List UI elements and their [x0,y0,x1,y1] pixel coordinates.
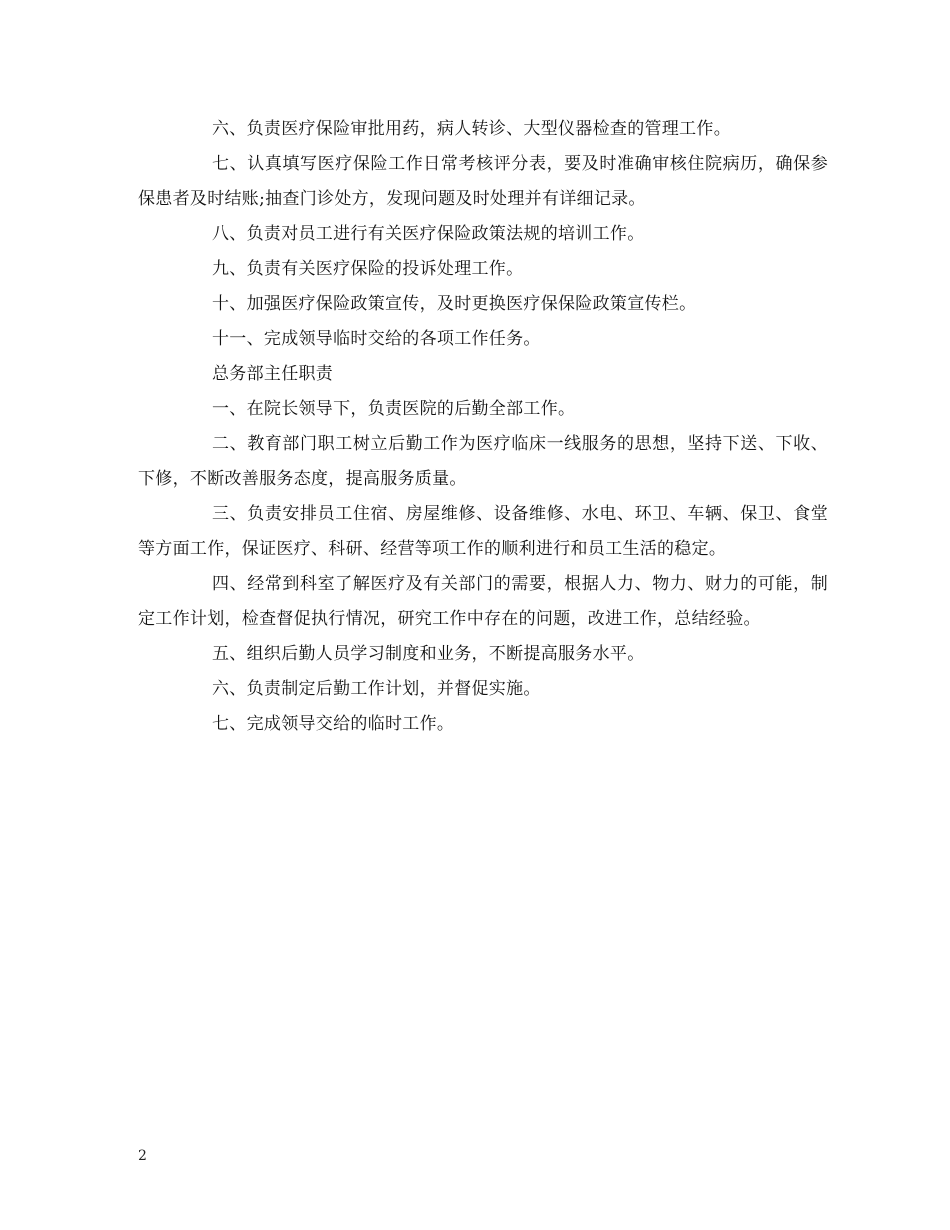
paragraph-11: 四、经常到科室了解医疗及有关部门的需要，根据人力、物力、财力的可能，制定工作计划，检查督促执行情况，研究工作中存在的问题，改进工作，总结经验。 [138,574,828,629]
section-heading: 总务部主任职责 [212,364,334,384]
paragraph-10: 三、负责安排员工住宿、房屋维修、设备维修、水电、环卫、车辆、保卫、食堂等方面工作，保证医疗、科研、经营等项工作的顺利进行和员工生活的稳定。 [138,504,828,559]
paragraph-12: 五、组织后勤人员学习制度和业务，不断提高服务水平。 [212,644,645,664]
paragraph-2: 七、认真填写医疗保险工作日常考核评分表，要及时准确审核住院病历，确保参保患者及时结账;抽查门诊处方，发现问题及时处理并有详细记录。 [138,154,828,209]
document-body [138,112,828,742]
paragraph-4: 九、负责有关医疗保险的投诉处理工作。 [212,259,524,279]
paragraph-5: 十、加强医疗保险政策宣传，及时更换医疗保保险政策宣传栏。 [212,294,697,314]
paragraph-3: 八、负责对员工进行有关医疗保险政策法规的培训工作。 [212,224,645,244]
paragraph-9: 二、教育部门职工树立后勤工作为医疗临床一线服务的思想，坚持下送、下收、下修，不断改善服务态度，提高服务质量。 [138,434,828,489]
paragraph-1: 六、负责医疗保险审批用药，病人转诊、大型仪器检查的管理工作。 [212,119,731,139]
paragraph-6: 十一、完成领导临时交给的各项工作任务。 [212,329,541,349]
paragraph-14: 七、完成领导交给的临时工作。 [212,714,455,734]
paragraph-13: 六、负责制定后勤工作计划，并督促实施。 [212,679,541,699]
page-number: 2 [138,1148,147,1164]
paragraph-8: 一、在院长领导下，负责医院的后勤全部工作。 [212,399,576,419]
